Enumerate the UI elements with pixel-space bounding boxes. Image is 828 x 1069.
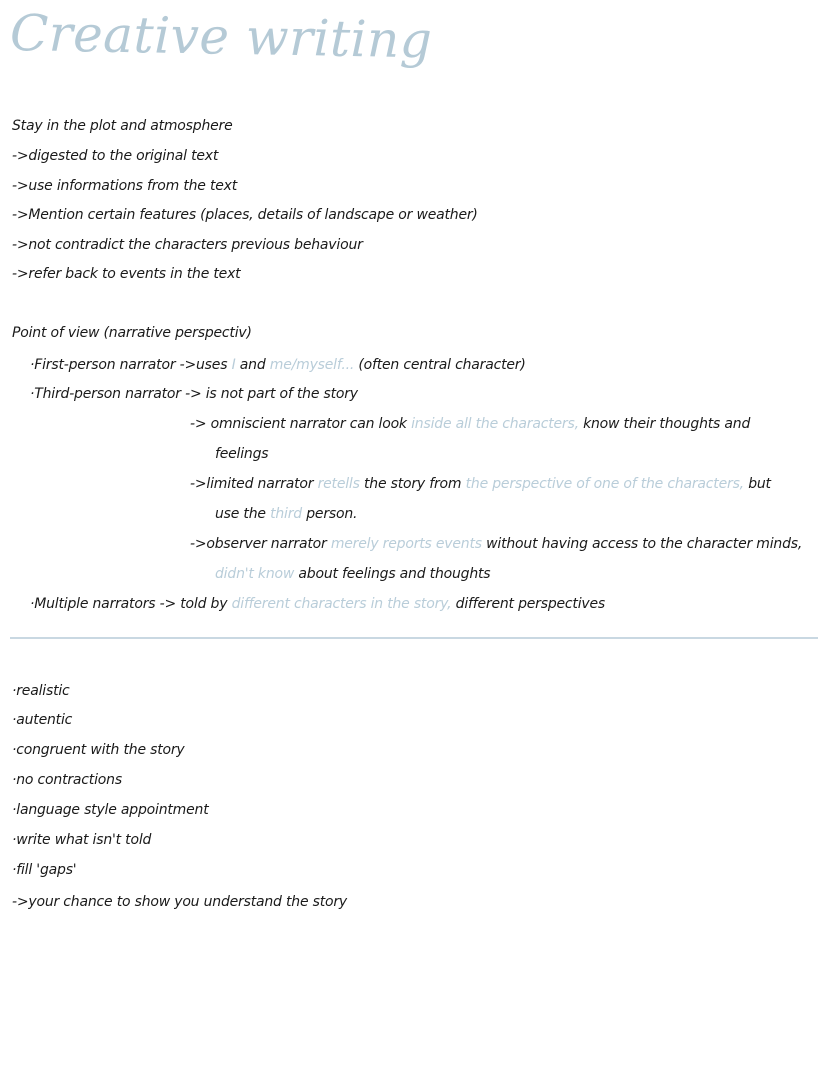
pov-first-suffix: (often central character) [358, 357, 526, 373]
pov-third-person: ·Third-person narrator -> is not part of the story [30, 386, 358, 402]
pov-limited-hl2: the perspective of one of the characters, [465, 476, 744, 492]
list-item: ->use informations from the text [12, 178, 238, 194]
pov-limited-mid: the story from [363, 476, 462, 492]
pov-first-i: I [231, 357, 236, 373]
pov-limited-prefix: ->limited narrator [190, 476, 314, 492]
pov-limited-cont-prefix: use the [215, 506, 266, 522]
list-item: ->Mention certain features (places, details of landscape or weather) [12, 207, 478, 223]
pov-limited-hl1: retells [317, 476, 360, 492]
list-item: ->not contradict the characters previous behaviour [12, 237, 363, 253]
list-item: ·congruent with the story [12, 742, 185, 758]
pov-omniscient-hl: inside all the characters, [411, 416, 579, 432]
pov-observer-cont-hl: didn't know [215, 566, 295, 582]
pov-first-and: and [239, 357, 266, 373]
pov-multiple-hl: different characters in the story, [231, 596, 452, 612]
pov-limited-suffix: but [748, 476, 771, 492]
pov-observer-suffix: without having access to the character minds, [486, 536, 803, 552]
list-item: ->your chance to show you understand the story [12, 894, 347, 910]
list-item: ·realistic [12, 683, 70, 699]
pov-first-me: me/myself... [269, 357, 355, 373]
pov-first-prefix: ·First-person narrator ->uses [30, 357, 228, 373]
page-title: Creative writing [9, 4, 433, 70]
pov-omniscient-prefix: -> omniscient narrator can look [190, 416, 407, 432]
list-item: ·write what isn't told [12, 832, 152, 848]
pov-omniscient-suffix: know their thoughts and [583, 416, 751, 432]
pov-limited-cont-suffix: person. [306, 506, 358, 522]
pov-limited-cont-hl: third [270, 506, 302, 522]
pov-omniscient-cont: feelings [215, 446, 269, 462]
pov-multiple [30, 596, 605, 612]
pov-limited [190, 476, 771, 492]
list-item: ·no contractions [12, 772, 122, 788]
pov-observer-hl: merely reports events [330, 536, 482, 552]
section-heading-plot: Stay in the plot and atmosphere [12, 118, 233, 134]
list-item: ·language style appointment [12, 802, 209, 818]
pov-observer-cont [215, 566, 490, 582]
pov-first-person [30, 357, 526, 373]
pov-observer-cont-suffix: about feelings and thoughts [298, 566, 491, 582]
list-item: ->refer back to events in the text [12, 266, 241, 282]
pov-observer-prefix: ->observer narrator [190, 536, 327, 552]
pov-limited-cont [215, 506, 357, 522]
section-divider [10, 637, 818, 639]
list-item: ·fill 'gaps' [12, 862, 77, 878]
pov-observer [190, 536, 802, 552]
section-heading-pov: Point of view (narrative perspectiv) [12, 325, 252, 341]
pov-multiple-suffix: different perspectives [455, 596, 605, 612]
list-item: ->digested to the original text [12, 148, 219, 164]
list-item: ·autentic [12, 712, 73, 728]
pov-omniscient [190, 416, 750, 432]
pov-multiple-prefix: ·Multiple narrators -> told by [30, 596, 228, 612]
